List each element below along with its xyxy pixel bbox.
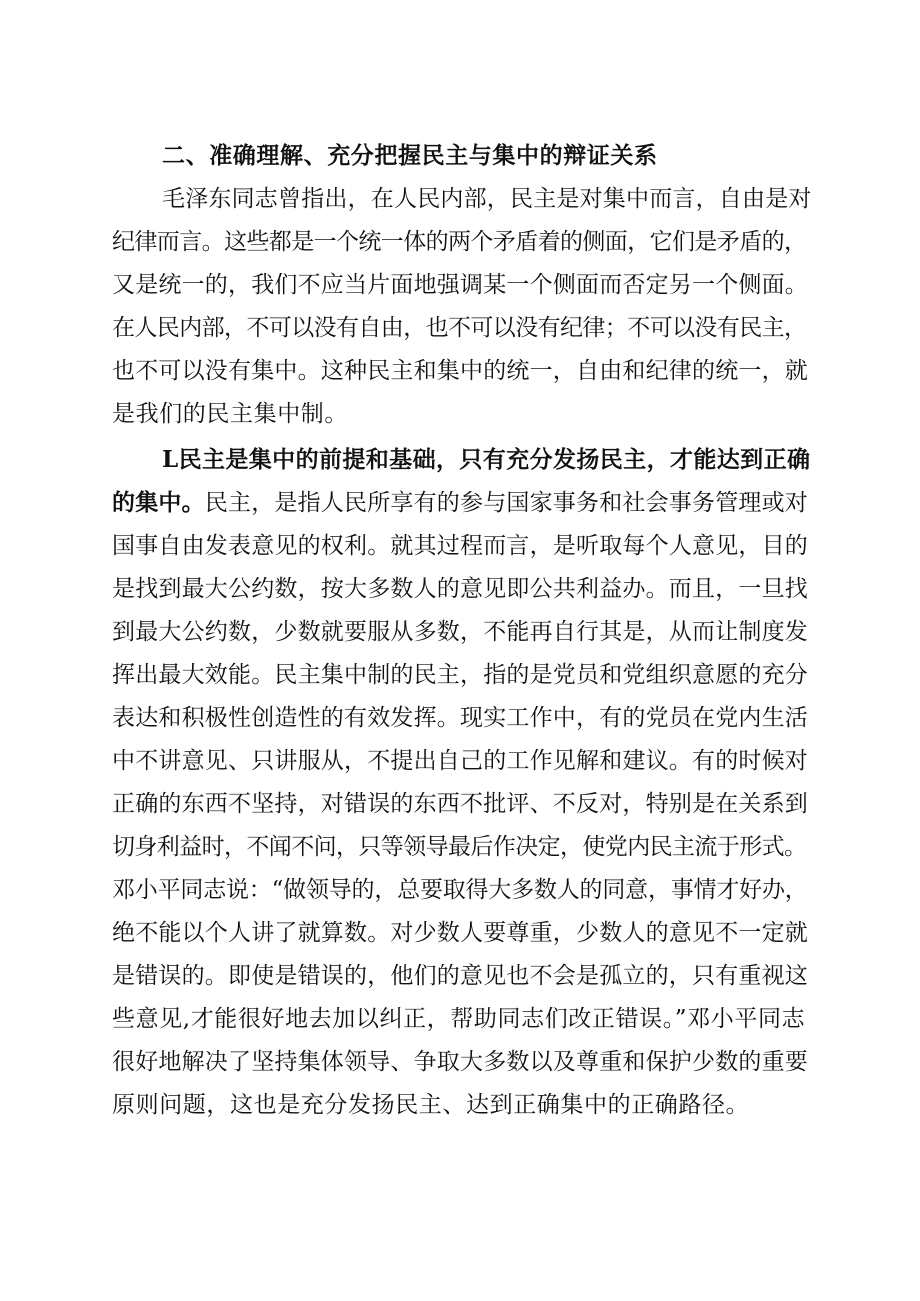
paragraph-line: 是我们的民主集中制。 [112,401,348,427]
paragraph-line: 挥出最大效能。民主集中制的民主，指的是党员和党组织意愿的充分 [112,662,808,688]
paragraph-line: 很好地解决了坚持集体领导、争取大多数以及尊重和保护少数的重要 [112,1049,808,1075]
paragraph-line: 国事自由发表意见的权利。就其过程而言，是听取每个人意见，目的 [112,533,808,559]
paragraph-line: 到最大公约数，少数就要服从多数，不能再自行其是，从而让制度发 [112,619,808,645]
paragraph-line: 绝不能以个人讲了就算数。对少数人要尊重，少数人的意见不一定就 [112,920,808,946]
paragraph-line: 是找到最大公约数，按大多数人的意见即公共利益办。而且，一旦找 [112,576,808,602]
paragraph-text: 民主，是指人民所享有的参与国家事务和社会事务管理或对 [204,490,809,516]
paragraph-line: 表达和积极性创造性的有效发挥。现实工作中，有的党员在党内生活 [112,705,808,731]
paragraph-line: 纪律而言。这些都是一个统一体的两个矛盾着的侧面，它们是矛盾的， [112,229,807,255]
paragraph-line: 也不可以没有集中。这种民主和集中的统一，自由和纪律的统一，就 [112,358,808,384]
paragraph-line: 切身利益时，不闻不问，只等领导最后作决定，使党内民主流于形式。 [112,834,807,860]
paragraph-line: 正确的东西不坚持，对错误的东西不批评、不反对，特别是在关系到 [112,791,808,817]
paragraph-line: 又是统一的，我们不应当片面地强调某一个侧面而否定另一个侧面。 [112,272,808,298]
paragraph-line: 是错误的。即使是错误的，他们的意见也不会是孤立的，只有重视这 [112,963,808,989]
paragraph-line: 毛泽东同志曾指出，在人民内部，民主是对集中而言，自由是对 [162,186,812,212]
section-heading: 二、准确理解、充分把握民主与集中的辩证关系 [162,142,658,169]
paragraph-line: 些意见,才能很好地去加以纠正，帮助同志们改正错误。”邓小平同志 [112,1006,806,1032]
paragraph-line: 原则问题，这也是充分发扬民主、达到正确集中的正确路径。 [112,1092,750,1118]
paragraph-line: 中不讲意见、只讲服从，不提出自己的工作见解和建议。有的时候对 [112,748,808,774]
paragraph-lead-bold: L民主是集中的前提和基础，只有充分发扬民主，才能达到正确 [162,446,811,473]
paragraph-line-mixed [112,488,812,518]
paragraph-line: 在人民内部，不可以没有自由，也不可以没有纪律；不可以没有民主， [112,315,807,341]
paragraph-lead-bold-end: 的集中。 [112,489,205,516]
paragraph-line: 邓小平同志说：“做领导的，总要取得大多数人的同意，事情才好办， [112,877,808,903]
